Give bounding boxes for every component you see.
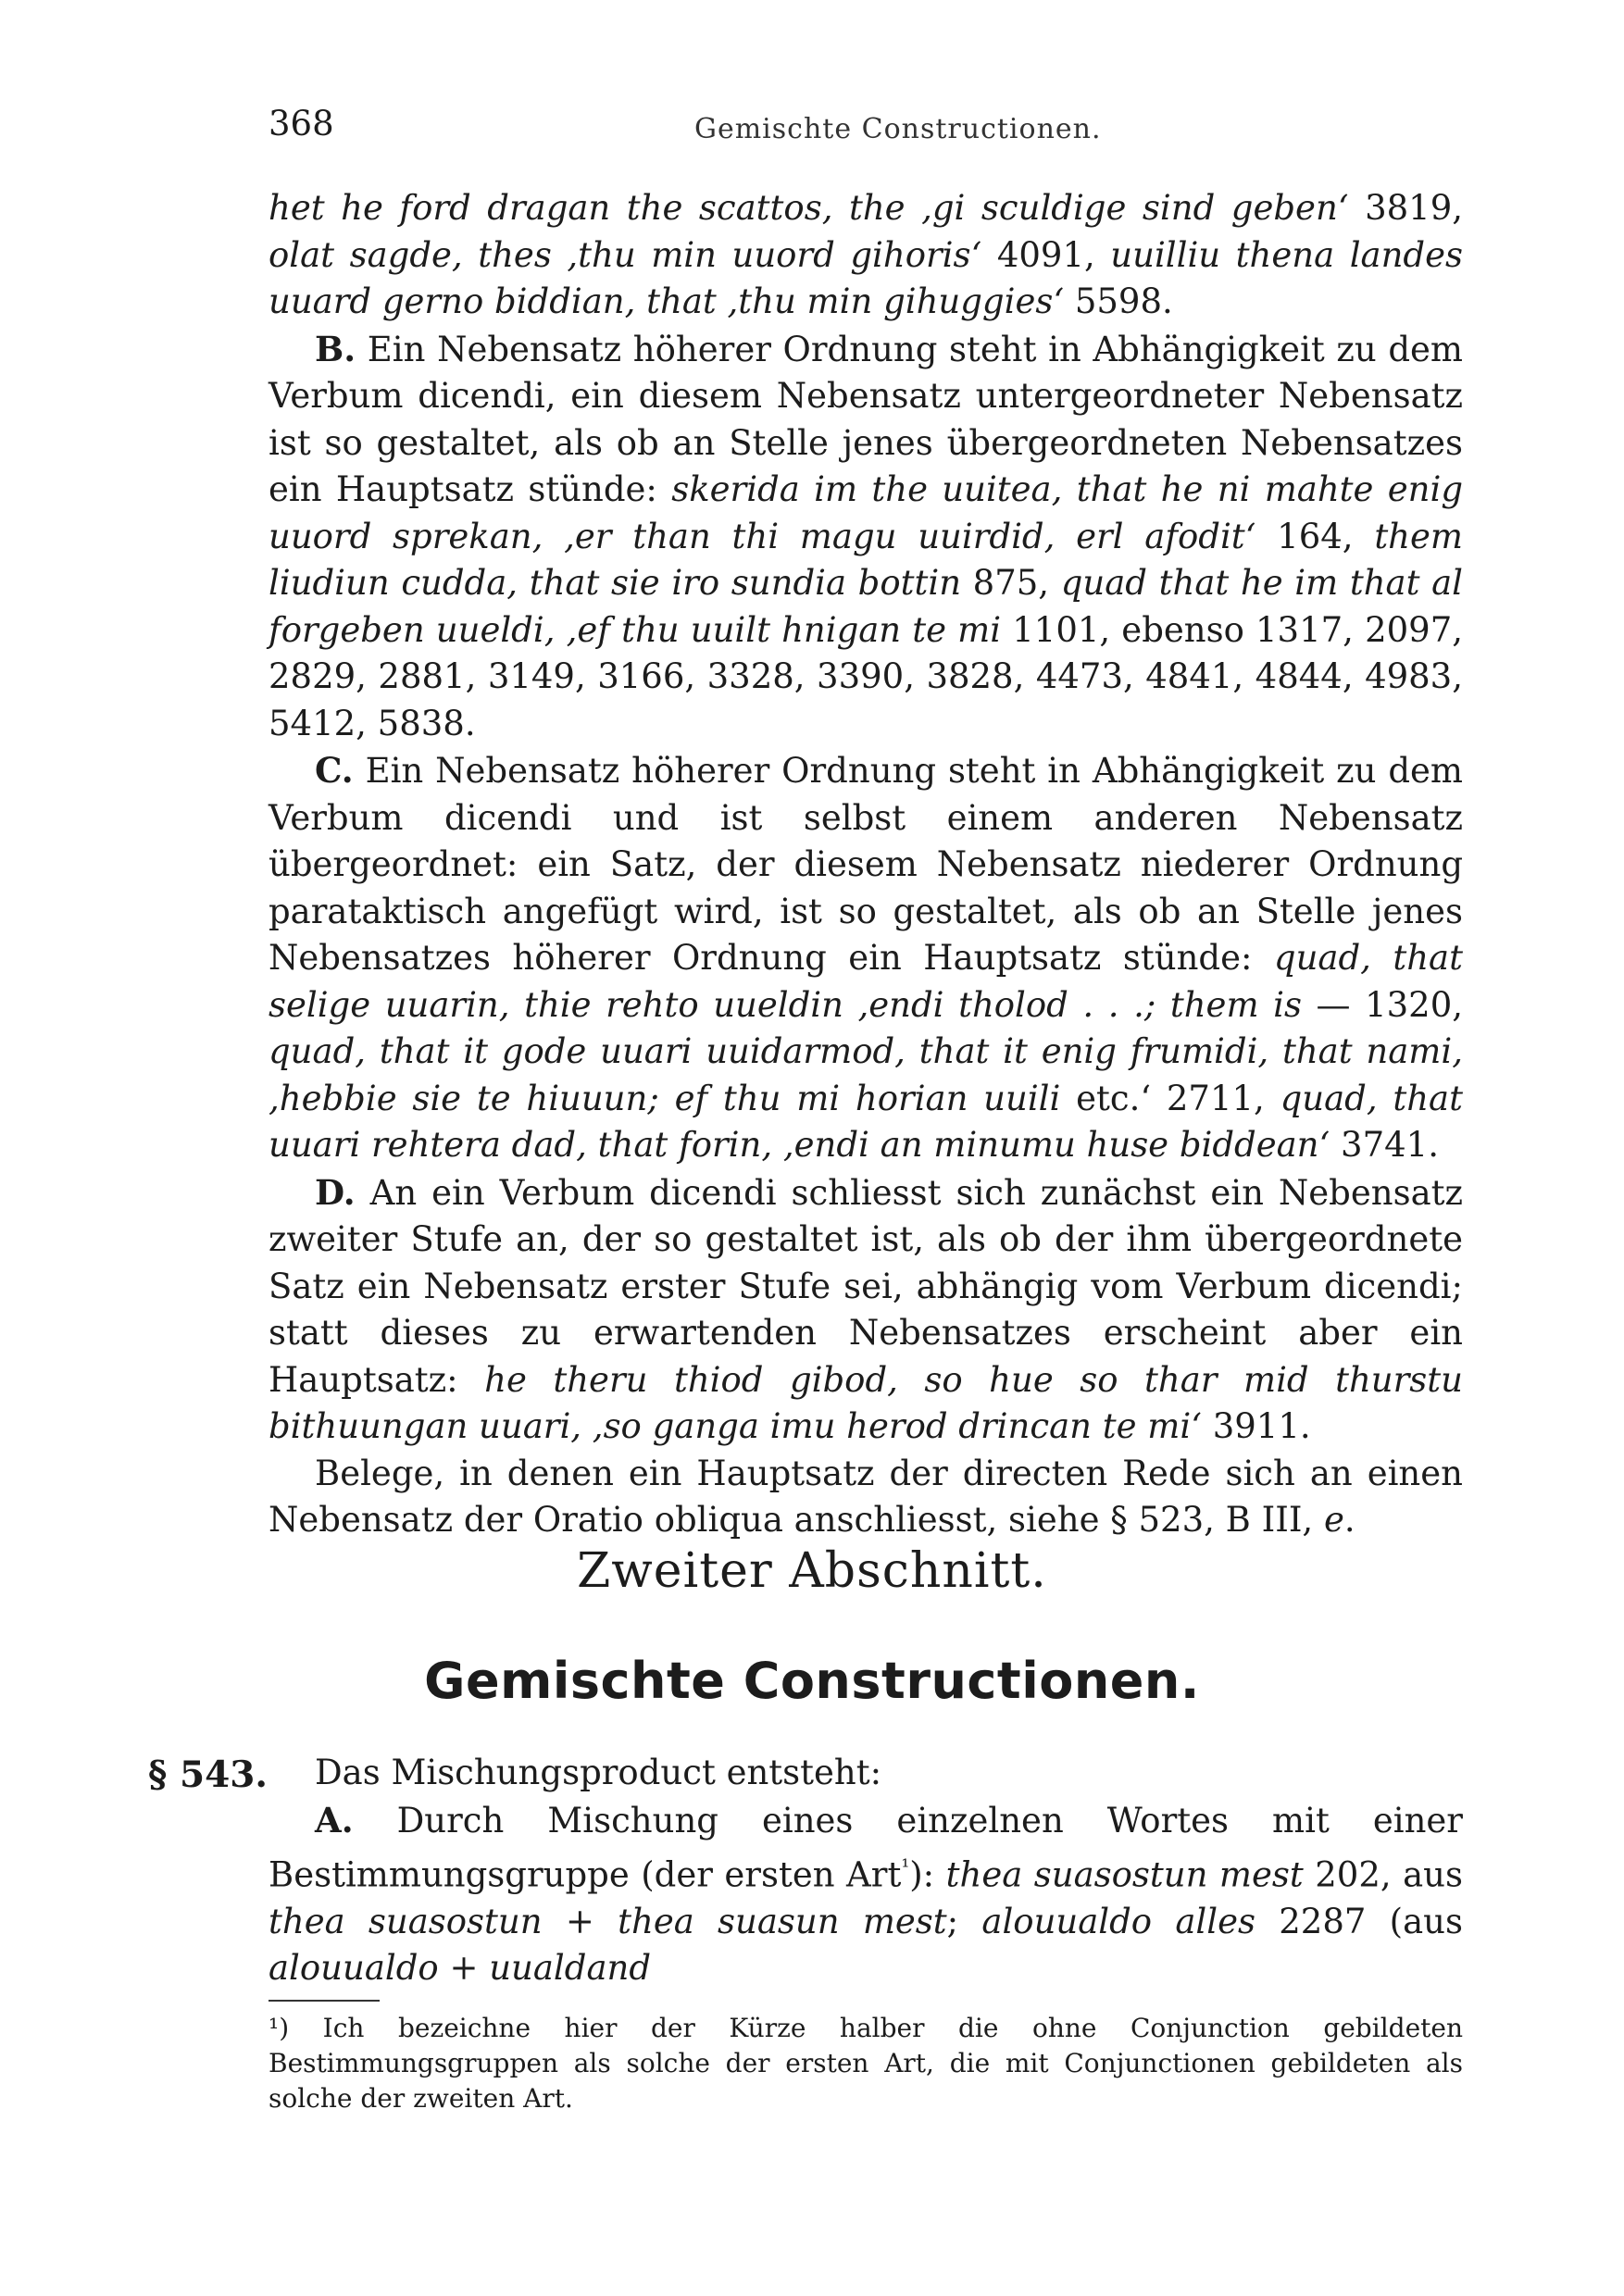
quoted-text: quad, that selige uuarin, thie rehto uueldin ,endi tholod . . .; them is (269, 938, 1463, 1025)
text-run: An ein Verbum dicendi schliesst sich zunächst ein Nebensatz zweiter Stufe an, der so gestaltet ist, als ob der ihm übergeordnete Satz ein Nebensatz erster Stufe sei, abhängig vom Verbum dicendi; statt dieses zu erwartenden Nebensatzes erscheint aber ein Hauptsatz: (269, 1172, 1463, 1400)
quoted-text: quad, that it gode uuari uuidarmod, that it enig frumidi, that nami, ,hebbie sie te hiuuun; ef thu mi horian uuili (269, 1031, 1463, 1118)
text-run: 4091, (981, 234, 1111, 275)
text-run: etc.‘ 2711, (1060, 1078, 1280, 1118)
quoted-text: het he ford dragan the scattos, the ,gi sculdige sind geben‘ (269, 188, 1349, 228)
quoted-text: e (1323, 1500, 1344, 1540)
section-number: § 543. (148, 1753, 268, 1796)
text-run: Belege, in denen ein Hauptsatz der directen Rede sich an einen Nebensatz der Oratio obliqua anschliesst, siehe § 523, B III, (269, 1453, 1463, 1540)
paragraph-a (269, 1797, 1463, 1992)
text-run: 1101, ebenso 1317, 2097, 2829, 2881, 3149, 3166, 3328, 3390, 3828, 4473, 4841, 4844, 4983, 5412, 5838. (269, 609, 1463, 743)
quoted-text: quad that he im that al forgeben uueldi, ,ef thu uuilt hnigan te mi (269, 563, 1464, 650)
section-title: Gemischte Constructionen. (424, 1652, 1200, 1710)
text-run: Durch Mischung eines einzelnen Wortes mit einer Bestimmungsgruppe (der ersten Art (269, 1800, 1463, 1895)
quoted-text: skerida im the uuitea, that he ni mahte enig uuord sprekan, ,er than thi magu uuirdid, erl afodit‘ (269, 469, 1464, 556)
quoted-text: alouualdo alles (981, 1901, 1255, 1941)
text-run: 202, aus (1303, 1854, 1463, 1895)
quoted-text: thea suasostun + thea suasun mest (269, 1901, 947, 1941)
text-run: ; (946, 1901, 982, 1941)
quoted-text: olat sagde, thes ,thu min uuord gihoris‘ (269, 234, 982, 275)
text-run: 3741. (1330, 1125, 1439, 1165)
text-run: 164, (1255, 516, 1375, 556)
paragraph-d (269, 1169, 1463, 1451)
quoted-text: them liudiun cudda, that sie iro sundia bottin (269, 516, 1463, 603)
text-run: ): (909, 1854, 946, 1895)
quoted-text: uuilliu thena landes uuard gerno biddian, that ,thu min gihuggies‘ (269, 234, 1464, 321)
text-run: . (1343, 1500, 1355, 1540)
paragraph-label: D. (315, 1171, 356, 1213)
text-run: 3911. (1201, 1406, 1311, 1446)
paragraph-continuation (269, 185, 1463, 326)
quoted-text: he theru thiod gibod, so hue so thar mid thurstu bithuungan uuari, ,so ganga imu herod drincan te mi‘ (269, 1359, 1463, 1446)
text-run: 3819, (1348, 188, 1464, 228)
footnote-rule (269, 2000, 380, 2002)
paragraph-b (269, 326, 1463, 748)
paragraph-label: A. (315, 1799, 354, 1841)
running-header (269, 104, 1472, 150)
paragraph-label: B. (315, 328, 356, 369)
text-run: Ein Nebensatz höherer Ordnung steht in Abhängigkeit zu dem Verbum dicendi und ist selbst einem anderen Nebensatz übergeordnet: ein Satz, der diesem Nebensatz niederer Ordnung parataktisch angefügt wird, ist so gestaltet, als ob an Stelle jenes Nebensatzes höherer Ordnung ein Hauptsatz stünde: (269, 751, 1463, 978)
section-heading: Zweiter Abschnitt. (577, 1543, 1047, 1599)
running-title: Gemischte Constructionen. (694, 113, 1102, 145)
quoted-text: alouualdo + uualdand (269, 1948, 652, 1989)
paragraph-label: C. (315, 750, 354, 791)
paragraph-c (269, 747, 1463, 1169)
section-intro: Das Mischungsproduct entsteht: (315, 1753, 882, 1792)
paragraph-belege (269, 1451, 1463, 1544)
section-body (269, 1750, 1463, 1992)
main-text (269, 185, 1463, 1544)
text-run: 875, (961, 563, 1061, 603)
text-run: 2287 (aus (1255, 1901, 1463, 1941)
text-run: Ein Nebensatz höherer Ordnung steht in Abhängigkeit zu dem Verbum dicendi, ein diesem Nebensatz untergeordneter Nebensatz ist so gestaltet, als ob an Stelle jenes übergeordneten Nebensatzes ein Hauptsatz stünde: (269, 329, 1463, 509)
page-number: 368 (269, 104, 334, 144)
text-run: ¹ (901, 1855, 910, 1879)
footnote-mark: ¹) (269, 2013, 290, 2043)
text-run: — 1320, (1301, 984, 1463, 1025)
footnote-text: Ich bezeichne hier der Kürze halber die ohne Conjunction gebildeten Bestimmungsgruppen als solche der ersten Art, die mit Conjunctionen gebildeten als solche der zweiten Art. (269, 2013, 1463, 2114)
text-run: 5598. (1064, 281, 1173, 321)
quoted-text: thea suasostun mest (945, 1854, 1304, 1895)
footnote (269, 2011, 1463, 2116)
quoted-text: quad, that uuari rehtera dad, that forin, ,endi an minumu huse biddean‘ (269, 1078, 1463, 1165)
